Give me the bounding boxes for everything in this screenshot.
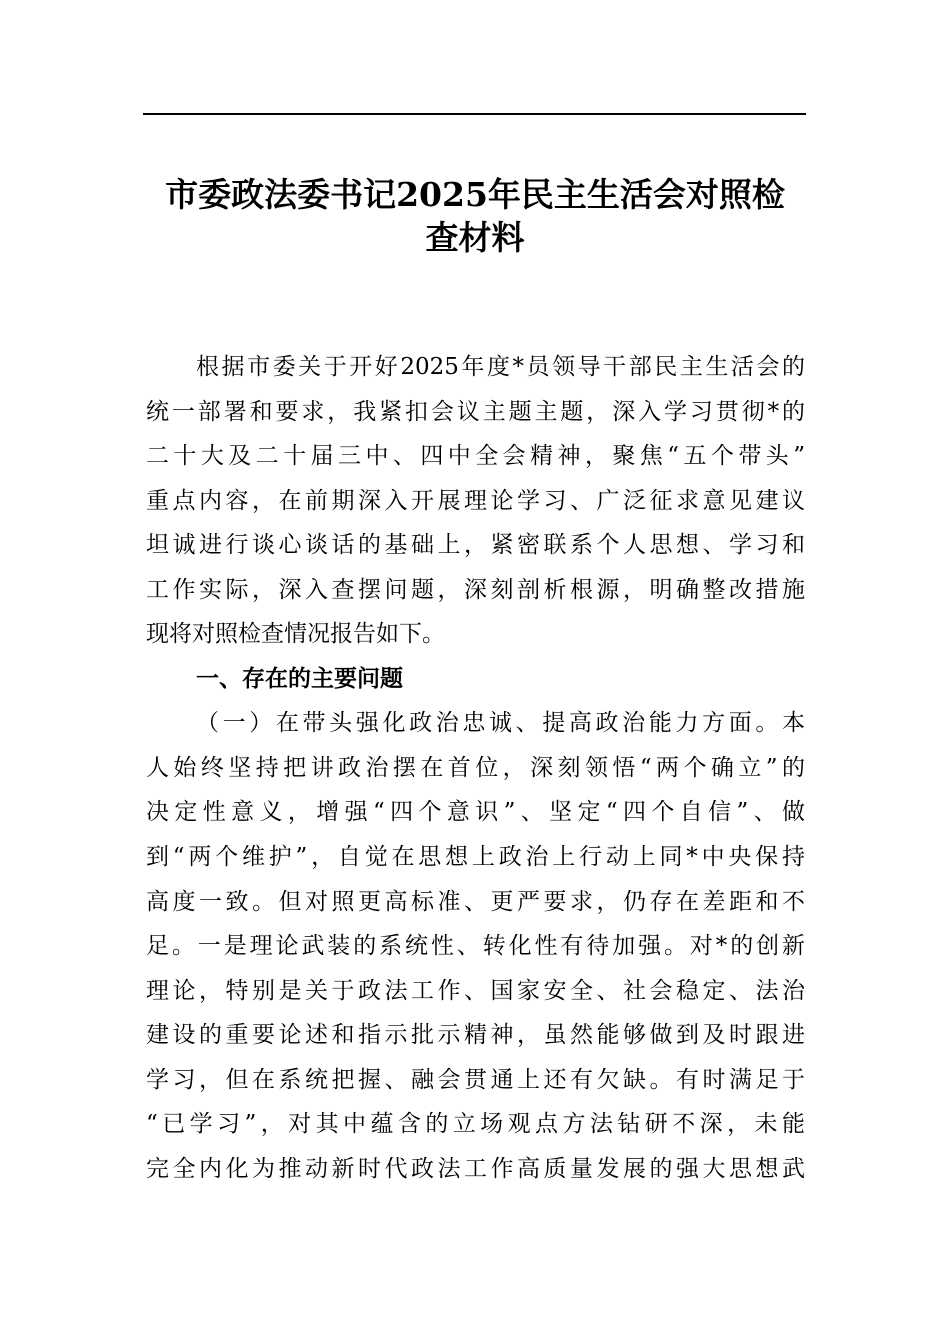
body-text-line: （一）在带头强化政治忠诚、提高政治能力方面。本 (196, 710, 805, 737)
body-text-line: 统一部署和要求，我紧扣会议主题主题，深入学习贯彻*的 (146, 398, 805, 425)
body-text-line: 重点内容，在前期深入开展理论学习、广泛征求意见建议 (146, 487, 805, 514)
document-title-line-2: 查材料 (425, 218, 525, 257)
body-text-line: 理论，特别是关于政法工作、国家安全、社会稳定、法治 (146, 977, 805, 1004)
body-text-line: 决定性意义，增强“四个意识”、坚定“四个自信”、做 (146, 799, 805, 826)
body-text-line: 足。一是理论武装的系统性、转化性有待加强。对*的创新 (146, 933, 805, 960)
body-text-line: 人始终坚持把讲政治摆在首位，深刻领悟“两个确立”的 (146, 754, 805, 781)
body-text-line: 高度一致。但对照更高标准、更严要求，仍存在差距和不 (146, 888, 805, 915)
body-text-line: 坦诚进行谈心谈话的基础上，紧密联系个人思想、学习和 (146, 532, 805, 559)
document-body (146, 345, 805, 1191)
header-rule (143, 113, 806, 115)
body-text-line: 到“两个维护”，自觉在思想上政治上行动上同*中央保持 (146, 844, 805, 871)
body-text-line: 根据市委关于开好2025年度*员领导干部民主生活会的 (196, 354, 805, 380)
body-text-line: 现将对照检查情况报告如下。 (146, 621, 445, 648)
section-heading: 一、存在的主要问题 (196, 665, 403, 692)
body-text-line: “已学习”，对其中蕴含的立场观点方法钻研不深，未能 (146, 1111, 805, 1138)
body-text-line: 工作实际，深入查摆问题，深刻剖析根源，明确整改措施 (146, 576, 805, 603)
body-text-line: 学习，但在系统把握、融会贯通上还有欠缺。有时满足于 (146, 1066, 805, 1093)
document-title-line-1: 市委政法委书记2025年民主生活会对照检 (165, 175, 785, 214)
body-text-line: 二十大及二十届三中、四中全会精神，聚焦“五个带头” (146, 443, 805, 470)
body-text-line: 建设的重要论述和指示批示精神，虽然能够做到及时跟进 (146, 1022, 805, 1049)
body-text-line: 完全内化为推动新时代政法工作高质量发展的强大思想武 (146, 1155, 805, 1182)
